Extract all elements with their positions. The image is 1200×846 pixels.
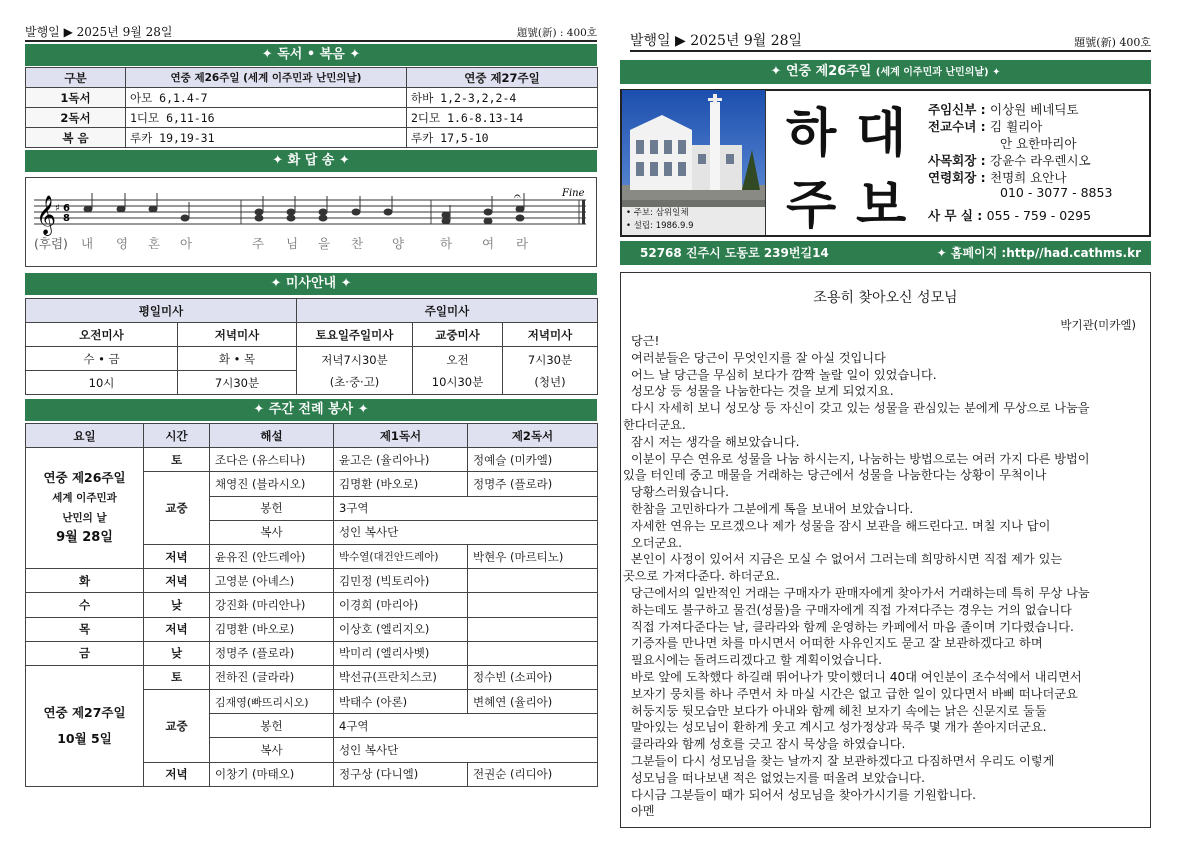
reader1: 정구상 (다니엘) (334, 762, 468, 786)
readings-title-bar: ✦ 독서 • 복음 ✦ (25, 44, 597, 66)
svg-text:8: 8 (63, 213, 70, 224)
staff-row (928, 100, 1079, 118)
office-phone: 055 - 759 - 0295 (986, 208, 1092, 223)
staff-name: 강윤수 라우렌시오 (990, 153, 1091, 168)
reader1: 이상호 (엘리지오) (334, 617, 468, 641)
reader1: 윤고은 (율리아나) (334, 448, 468, 472)
mass-col-header: 저녁미사 (503, 323, 598, 347)
reader2 (468, 569, 598, 593)
reader1: 박태수 (아론) (334, 690, 468, 714)
photo-caption (622, 207, 766, 235)
reader2: 박현우 (마르티노) (468, 544, 598, 568)
article-line: 이분이 무슨 연유로 성물을 나눔 하시는지, 나눔하는 방법으로는 여러 가지 다른 방법이 (631, 451, 1090, 466)
mass-time: 7시30분 (178, 371, 297, 395)
service-time: 낮 (144, 641, 210, 665)
article-line: 다시 자세히 보니 성모상 등 자신이 갖고 있는 성물을 관심있는 분에게 무상으로 나눔을 (631, 401, 1090, 416)
photo-caption-line: • 설립: 1986.9.9 (626, 221, 694, 231)
commentator: 고영분 (아녜스) (210, 569, 334, 593)
lyric-syllable: 주 (252, 236, 265, 251)
service-time: 토 (144, 665, 210, 689)
article-line: 클라라와 함께 성호를 긋고 잠시 묵상을 하였습니다. (631, 737, 906, 752)
article-line: 여러분들은 당근이 무엇인지를 잘 아실 것입니다 (631, 350, 886, 365)
evening-mass-cell (503, 347, 598, 395)
mass-table (25, 298, 598, 395)
service-time: 저녁 (144, 544, 210, 568)
masthead-char: 대 (856, 103, 907, 164)
saturday-mass-time: 저녁7시30분 (321, 352, 388, 367)
article-line: 성모상 등 성물을 나눔한다는 것을 보게 되었지요. (631, 384, 894, 399)
lyric-syllable: 라 (516, 236, 529, 251)
weekday: 수 (26, 593, 144, 617)
banner-sub: (세계 이주민과 난민의날) ✦ (875, 67, 1001, 78)
server-value: 성인 복사단 (334, 520, 598, 544)
article-line: 당근! (631, 334, 660, 348)
staff-name: 천명희 요안나 (990, 170, 1067, 185)
reader2: 정명주 (플로라) (468, 472, 598, 496)
article-line: 직접 가져다준다는 날, 클라라와 함께 운영하는 카페에서 마음 졸이며 기다렸습니다. (631, 619, 1074, 634)
main-mass-time: 10시30분 (431, 374, 484, 389)
article-line: 있을 터인데 중고 매물을 거래하는 당근에서 성물을 나눔한다는 상황이 무척이나 (623, 468, 1047, 483)
article-line: 오더군요. (631, 535, 682, 550)
staff-name: 안 요한마리아 (1000, 136, 1077, 151)
staff-row (1000, 134, 1076, 152)
weekday: 목 (26, 617, 144, 641)
week1-subtitle: 세계 이주민과 (52, 492, 117, 505)
server-value: 성인 복사단 (334, 738, 598, 762)
reading-label: 1독서 (26, 88, 126, 108)
article-line: 본인이 사정이 있어서 지금은 모실 수 없어서 그러는데 희망하시면 직접 제가 있는 (631, 552, 1063, 567)
reading-cell: 루카 19,19-31 (126, 128, 407, 148)
article-line: 잠시 저는 생각을 해보았습니다. (631, 434, 800, 449)
article-line: 말아있는 성모님이 환하게 웃고 계시고 성가정상과 묵주 몇 개가 쏟아지더군요. (631, 720, 1047, 735)
fine-mark: Fine (562, 188, 585, 199)
commentator: 이창기 (마태오) (210, 762, 334, 786)
lyric-syllable: 혼 (148, 236, 161, 251)
lyric-syllable: 내 (81, 236, 94, 251)
week1-date: 9월 28일 (56, 530, 113, 546)
reader1: 박미리 (엘리사벳) (334, 641, 468, 665)
service-header: 요일 (26, 424, 144, 448)
server-label: 복사 (210, 520, 334, 544)
article-line: 바로 앞에 도착했다 하길래 뛰어나가 맞이했더니 40대 여인분이 조수석에서 내리면서 (631, 669, 1082, 684)
commentator: 채영진 (블라시오) (210, 472, 334, 496)
lyric-syllable: 여 (482, 236, 495, 251)
article-line: 다시금 그분들이 때가 되어서 성모님을 찾아가시기를 기원합니다. (631, 787, 976, 802)
evening-mass-note: (청년) (534, 374, 566, 389)
staff-row (928, 206, 1091, 224)
service-time: 낮 (144, 593, 210, 617)
psalm-score (25, 177, 597, 267)
mass-days: 수 • 금 (26, 347, 178, 371)
reader2 (468, 593, 598, 617)
reader2: 정예슬 (미카엘) (468, 448, 598, 472)
article-body (621, 333, 1150, 820)
issue-number: 題號(新) : 400호 (516, 27, 597, 39)
staff-name: 김 휠리아 (990, 119, 1043, 134)
article-line: 어느 날 당근을 무심히 보다가 깜짝 놀랄 일이 있었습니다. (631, 367, 937, 382)
staff-role: 주임신부 : (928, 102, 986, 117)
offering-label: 봉헌 (210, 496, 334, 520)
masthead-char: 하 (786, 103, 837, 164)
church-address: 52768 진주시 도동로 239번길14 (640, 246, 829, 260)
reading-cell: 하바 1,2-3,2,2-4 (407, 88, 598, 108)
service-time: 교중 (144, 690, 210, 763)
article-line: 필요시에는 돌려드리겠다고 할 계획이었습니다. (631, 653, 882, 668)
article-line: 당황스러웠습니다. (631, 485, 730, 500)
commentator: 전하진 (글라라) (210, 665, 334, 689)
reader2 (468, 617, 598, 641)
sunday-banner (620, 60, 1151, 84)
service-header: 제2독서 (468, 424, 598, 448)
staff-row (928, 117, 1042, 135)
article-line: 허둥지둥 뒷모습만 보다가 아내와 함께 헤친 보자기 속에는 낡은 신문지로 둘둘 (631, 703, 1047, 718)
article-box (620, 272, 1151, 828)
reader2: 변혜연 (율리아) (468, 690, 598, 714)
treble-clef-icon: 𝄞 (36, 195, 57, 235)
commentator: 강진화 (마리안나) (210, 593, 334, 617)
commentator: 김재영(빠뜨리시오) (210, 690, 334, 714)
psalm-title-bar: ✦ 화 답 송 ✦ (25, 150, 597, 172)
article-line: 아멘 (631, 804, 655, 819)
reading-label: 복 음 (26, 128, 126, 148)
week2-date-cell (26, 665, 144, 786)
masthead-char: 주 (786, 175, 837, 236)
reader1: 이경희 (마리아) (334, 593, 468, 617)
service-time: 교중 (144, 472, 210, 545)
photo-caption-line: • 주보: 삼위일체 (626, 208, 689, 218)
service-time: 저녁 (144, 617, 210, 641)
reading-cell: 2디모 1.6-8.13-14 (407, 108, 598, 128)
reader2 (468, 641, 598, 665)
publish-date: 발행일 ▶ 2025년 9월 28일 (25, 25, 173, 39)
staff-row (928, 168, 1066, 186)
service-time: 저녁 (144, 762, 210, 786)
banner-main: ✦ 연중 제26주일 (770, 64, 872, 79)
homepage-link[interactable]: ✦ 홈페이지 :http//had.cathms.kr (936, 246, 1141, 260)
mass-col-header: 저녁미사 (178, 323, 297, 347)
masthead-char: 보 (856, 175, 907, 236)
weekday: 금 (26, 641, 144, 665)
week2-date: 10월 5일 (57, 730, 112, 746)
saturday-mass-note: (초·중·고) (329, 374, 380, 389)
week1-subtitle: 난민의 날 (62, 512, 107, 525)
article-line: 한다더군요. (623, 417, 686, 432)
offering-value: 3구역 (334, 496, 598, 520)
lyric-syllable: 아 (180, 236, 193, 251)
svg-text:6: 6 (63, 203, 70, 214)
reading-cell: 루카 17,5-10 (407, 128, 598, 148)
readings-table (25, 67, 598, 148)
reading-label: 2독서 (26, 108, 126, 128)
main-mass-label: 오전 (446, 352, 469, 367)
staff-row (1000, 185, 1112, 200)
article-line: 자세한 연유는 모르겠으나 제가 성물을 잠시 보관을 해드린다고. 며칠 지나 답이 (631, 518, 1051, 533)
lyric-syllable: 님 (286, 236, 299, 251)
commentator: 조다은 (유스티나) (210, 448, 334, 472)
service-table (25, 423, 598, 787)
lyric-syllable: 영 (116, 236, 129, 251)
staff-row (928, 151, 1091, 169)
commentator: 김명환 (바오로) (210, 617, 334, 641)
weekday-mass-header: 평일미사 (26, 299, 297, 323)
mass-col-header: 오전미사 (26, 323, 178, 347)
fermata-icon: 𝄐 (514, 189, 521, 203)
readings-header-cell: 연중 제26주일 (세계 이주민과 난민의날) (126, 68, 407, 88)
publish-date: 발행일 ▶ 2025년 9월 28일 (630, 33, 803, 49)
reader2: 전권순 (리디아) (468, 762, 598, 786)
issue-number: 題號(新) 400호 (1074, 36, 1151, 49)
mass-title-bar: ✦ 미사안내 ✦ (25, 273, 597, 295)
service-title-bar: ✦ 주간 전례 봉사 ✦ (25, 399, 597, 421)
commentator: 정명주 (플로라) (210, 641, 334, 665)
lyric-syllable: 하 (440, 236, 453, 251)
service-header: 해설 (210, 424, 334, 448)
weekday: 화 (26, 569, 144, 593)
service-time: 저녁 (144, 569, 210, 593)
sharp-icon: ♯ (55, 203, 60, 214)
lyric-syllable: 찬 (351, 236, 364, 251)
reader1: 김명환 (바오로) (334, 472, 468, 496)
staff-role: 연령회장 : (928, 170, 986, 185)
article-line: 그분들이 다시 성모님을 찾는 날까지 잘 보관하겠다고 다짐하면서 우리도 이렇게 (631, 753, 1055, 768)
music-staff (26, 178, 596, 266)
right-publish-row (630, 30, 1151, 52)
reading-cell: 1디모 6,11-16 (126, 108, 407, 128)
address-bar (620, 241, 1151, 265)
article-title: 조용히 찾아오신 성모님 (813, 290, 958, 306)
article-line: 곳으로 가져다준다. 하더군요. (623, 569, 780, 584)
article-line: 하는데도 불구하고 물건(성물)을 구매자에게 직접 가져다주는 경우는 거의 없습니다 (631, 602, 1072, 617)
commentator: 윤유진 (안드레아) (210, 544, 334, 568)
offering-label: 봉헌 (210, 714, 334, 738)
left-publish-row (25, 24, 597, 42)
lyric-syllable: 을 (318, 236, 331, 251)
staff-phone: 010 - 3077 - 8853 (1000, 185, 1113, 200)
article-line: 성모님을 떠나보낸 적은 없었는지를 떠올려 보았습니다. (631, 770, 926, 785)
sunday-mass-header: 주일미사 (297, 299, 598, 323)
week2-title: 연중 제27주일 (43, 704, 126, 720)
staff-name: 이상원 베네딕토 (990, 102, 1079, 117)
saturday-mass-cell (297, 347, 413, 395)
reader1: 박선규(프란치스코) (334, 665, 468, 689)
article-line: 당근에서의 일반적인 거래는 구매자가 판매자에게 찾아가서 거래하는데 특히 무상 나눔 (631, 585, 1090, 600)
mass-time: 10시 (26, 371, 178, 395)
readings-header-cell: 구분 (26, 68, 126, 88)
mass-days: 화 • 목 (178, 347, 297, 371)
article-author: 박기관(미카엘) (1060, 318, 1136, 332)
church-photo (622, 90, 766, 235)
evening-mass-time: 7시30분 (527, 352, 573, 367)
main-mass-cell (413, 347, 503, 395)
reader1: 박수열(대건안드레아) (334, 544, 468, 568)
server-label: 복사 (210, 738, 334, 762)
mass-col-header: 토요일주일미사 (297, 323, 413, 347)
staff-role: 사 무 실 : (928, 208, 983, 223)
week1-title: 연중 제26주일 (43, 470, 126, 486)
lyric-syllable: 양 (392, 236, 405, 251)
article-line: 보자기 뭉치를 하나 주면서 차 마실 시간은 없고 급한 일이 있다면서 바삐 떠나더군요 (631, 686, 1078, 701)
mass-col-header: 교중미사 (413, 323, 503, 347)
reading-cell: 아모 6,1.4-7 (126, 88, 407, 108)
readings-header-cell: 연중 제27주일 (407, 68, 598, 88)
service-header: 제1독서 (334, 424, 468, 448)
service-header: 시간 (144, 424, 210, 448)
reader1: 김민정 (빅토리아) (334, 569, 468, 593)
service-time: 토 (144, 448, 210, 472)
staff-role: 전교수녀 : (928, 119, 986, 134)
offering-value: 4구역 (334, 714, 598, 738)
refrain-label: (후렴) (34, 236, 68, 251)
article-line: 한참을 고민하다가 그분에게 톡을 보내어 보았습니다. (631, 501, 914, 516)
article-line: 기증자를 만나면 차를 마시면서 어떠한 사유인지도 묻고 잘 보관하겠다고 하며 (631, 636, 1043, 651)
reader2: 정수빈 (소피아) (468, 665, 598, 689)
week1-date-cell (26, 448, 144, 569)
staff-role: 사목회장 : (928, 153, 986, 168)
